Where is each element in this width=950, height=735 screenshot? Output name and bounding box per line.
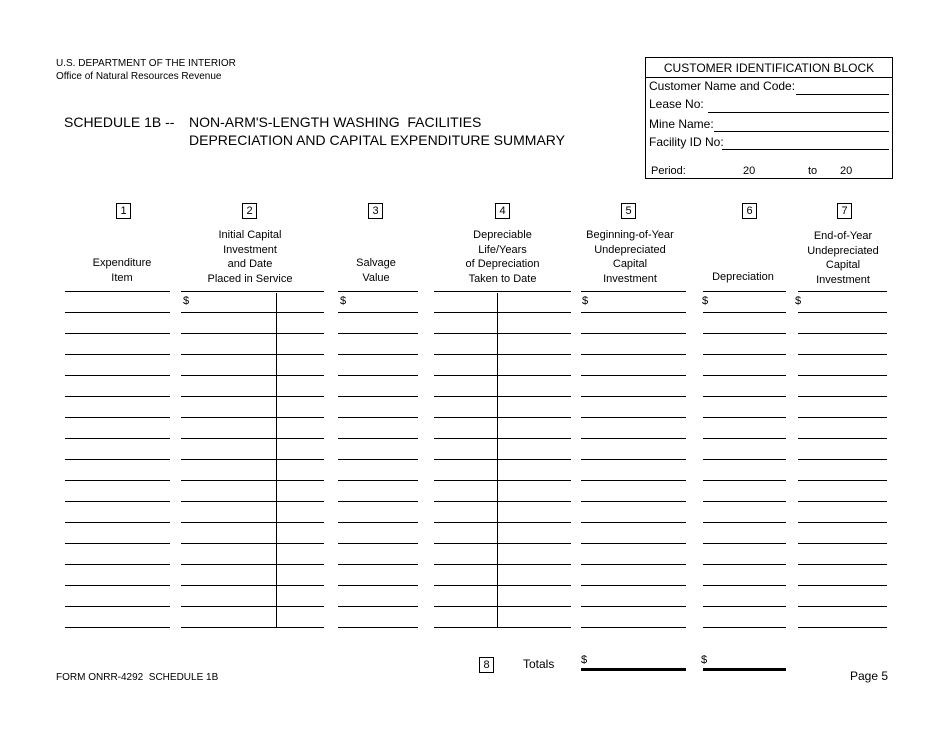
customer-name-field[interactable] xyxy=(796,94,889,95)
entry-line[interactable] xyxy=(798,480,887,481)
entry-line[interactable] xyxy=(798,606,887,607)
entry-line[interactable] xyxy=(581,627,686,628)
entry-line[interactable] xyxy=(434,333,571,334)
header-rule xyxy=(181,291,324,292)
col3-currency-symbol: $ xyxy=(340,295,347,307)
totals-col5-field[interactable] xyxy=(581,668,686,671)
column-divider xyxy=(497,293,498,627)
column-4-number: 4 xyxy=(495,203,510,219)
entry-line[interactable] xyxy=(798,543,887,544)
totals-col6-field[interactable] xyxy=(703,668,786,671)
entry-line[interactable] xyxy=(65,417,170,418)
entry-line[interactable] xyxy=(65,354,170,355)
entry-line[interactable] xyxy=(703,585,786,586)
entry-line[interactable] xyxy=(181,522,324,523)
entry-line[interactable] xyxy=(65,627,170,628)
entry-line[interactable] xyxy=(65,459,170,460)
column-3-number: 3 xyxy=(368,203,383,219)
entry-line[interactable] xyxy=(338,459,418,460)
column-5-header: Beginning-of-Year Undepreciated Capital Investment xyxy=(586,229,674,285)
entry-line[interactable] xyxy=(338,396,418,397)
entry-line[interactable] xyxy=(181,585,324,586)
header-rule xyxy=(581,291,686,292)
lease-label: Lease No: xyxy=(649,97,704,111)
entry-line[interactable] xyxy=(434,480,571,481)
entry-line[interactable] xyxy=(581,396,686,397)
entry-line[interactable] xyxy=(703,354,786,355)
entry-line[interactable] xyxy=(434,522,571,523)
entry-line[interactable] xyxy=(581,312,686,313)
entry-line[interactable] xyxy=(65,564,170,565)
entry-line[interactable] xyxy=(181,501,324,502)
entry-line[interactable] xyxy=(434,585,571,586)
entry-line[interactable] xyxy=(703,438,786,439)
entry-line[interactable] xyxy=(338,501,418,502)
entry-line[interactable] xyxy=(581,354,686,355)
entry-line[interactable] xyxy=(581,522,686,523)
entry-line[interactable] xyxy=(338,606,418,607)
entry-line[interactable] xyxy=(338,312,418,313)
header-rule xyxy=(703,291,786,292)
entry-line[interactable] xyxy=(703,396,786,397)
entry-line[interactable] xyxy=(798,522,887,523)
entry-line[interactable] xyxy=(338,354,418,355)
entry-line[interactable] xyxy=(581,459,686,460)
entry-line[interactable] xyxy=(703,627,786,628)
entry-line[interactable] xyxy=(338,585,418,586)
period-from-year[interactable]: 20 xyxy=(743,165,756,177)
form-id: FORM ONRR-4292 SCHEDULE 1B xyxy=(56,672,219,683)
entry-line[interactable] xyxy=(181,375,324,376)
entry-line[interactable] xyxy=(798,312,887,313)
entry-line[interactable] xyxy=(65,585,170,586)
entry-line[interactable] xyxy=(338,375,418,376)
entry-line[interactable] xyxy=(338,480,418,481)
entry-line[interactable] xyxy=(434,438,571,439)
entry-line[interactable] xyxy=(181,417,324,418)
period-to-year[interactable]: 20 xyxy=(840,165,853,177)
entry-line[interactable] xyxy=(434,312,571,313)
entry-line[interactable] xyxy=(434,396,571,397)
entry-line[interactable] xyxy=(338,627,418,628)
entry-line[interactable] xyxy=(798,501,887,502)
entry-line[interactable] xyxy=(703,417,786,418)
customer-identification-block xyxy=(645,57,893,179)
entry-line[interactable] xyxy=(65,312,170,313)
customer-name-label: Customer Name and Code: xyxy=(649,79,796,93)
entry-line[interactable] xyxy=(798,354,887,355)
entry-line[interactable] xyxy=(338,417,418,418)
customer-block-divider xyxy=(646,77,892,78)
entry-line[interactable] xyxy=(798,459,887,460)
column-1-header: Expenditure Item xyxy=(92,257,152,284)
schedule-label: SCHEDULE 1B -- xyxy=(64,114,175,130)
entry-line[interactable] xyxy=(581,333,686,334)
column-5-number: 5 xyxy=(621,203,636,219)
header-rule xyxy=(434,291,571,292)
entry-line[interactable] xyxy=(703,459,786,460)
entry-line[interactable] xyxy=(581,585,686,586)
facility-id-field[interactable] xyxy=(722,149,889,150)
entry-line[interactable] xyxy=(703,375,786,376)
header-rule xyxy=(798,291,887,292)
column-6-number: 6 xyxy=(742,203,757,219)
entry-line[interactable] xyxy=(338,564,418,565)
entry-line[interactable] xyxy=(181,333,324,334)
column-4-header: Depreciable Life/Years of Depreciation Taken to Date xyxy=(465,229,540,285)
entry-line[interactable] xyxy=(181,354,324,355)
entry-line[interactable] xyxy=(434,606,571,607)
entry-line[interactable] xyxy=(338,438,418,439)
department-name: U.S. DEPARTMENT OF THE INTERIOR xyxy=(56,58,236,69)
totals-col5-currency-symbol: $ xyxy=(581,654,588,666)
entry-line[interactable] xyxy=(703,522,786,523)
entry-line[interactable] xyxy=(434,417,571,418)
column-3-header: Salvage Value xyxy=(356,257,396,284)
entry-line[interactable] xyxy=(798,585,887,586)
page-number: Page 5 xyxy=(850,669,889,683)
column-6-header: Depreciation xyxy=(712,271,774,283)
column-7-number: 7 xyxy=(837,203,852,219)
entry-line[interactable] xyxy=(798,396,887,397)
entry-line[interactable] xyxy=(65,606,170,607)
column-divider xyxy=(276,293,277,627)
entry-line[interactable] xyxy=(181,396,324,397)
entry-line[interactable] xyxy=(798,627,887,628)
entry-line[interactable] xyxy=(181,543,324,544)
totals-number: 8 xyxy=(479,657,494,673)
entry-line[interactable] xyxy=(338,522,418,523)
period-to-label: to xyxy=(808,165,818,177)
col7-currency-symbol: $ xyxy=(795,295,802,307)
mine-name-label: Mine Name: xyxy=(649,117,714,131)
header-rule xyxy=(338,291,418,292)
entry-line[interactable] xyxy=(581,375,686,376)
schedule-title-line2: DEPRECIATION AND CAPITAL EXPENDITURE SUMMARY xyxy=(189,132,565,148)
entry-line[interactable] xyxy=(65,543,170,544)
entry-line[interactable] xyxy=(581,480,686,481)
entry-line[interactable] xyxy=(703,312,786,313)
customer-block-title: CUSTOMER IDENTIFICATION BLOCK xyxy=(663,61,875,75)
totals-label: Totals xyxy=(523,657,555,671)
entry-line[interactable] xyxy=(65,501,170,502)
mine-name-field[interactable] xyxy=(714,131,889,132)
entry-line[interactable] xyxy=(181,480,324,481)
entry-line[interactable] xyxy=(703,543,786,544)
column-7-header: End-of-Year Undepreciated Capital Investment xyxy=(807,230,879,286)
col2-currency-symbol: $ xyxy=(183,295,190,307)
entry-line[interactable] xyxy=(65,438,170,439)
entry-line[interactable] xyxy=(798,375,887,376)
entry-line[interactable] xyxy=(581,438,686,439)
entry-line[interactable] xyxy=(181,627,324,628)
entry-line[interactable] xyxy=(798,333,887,334)
entry-line[interactable] xyxy=(338,543,418,544)
entry-line[interactable] xyxy=(434,354,571,355)
entry-line[interactable] xyxy=(581,543,686,544)
entry-line[interactable] xyxy=(581,501,686,502)
facility-id-label: Facility ID No: xyxy=(649,135,724,149)
schedule-title-line1: NON-ARM'S-LENGTH WASHING FACILITIES xyxy=(189,114,482,130)
entry-line[interactable] xyxy=(703,480,786,481)
entry-line[interactable] xyxy=(181,564,324,565)
entry-line[interactable] xyxy=(181,606,324,607)
entry-line[interactable] xyxy=(65,375,170,376)
period-label: Period: xyxy=(651,165,686,177)
header-rule xyxy=(65,291,170,292)
totals-col6-currency-symbol: $ xyxy=(701,654,708,666)
entry-line[interactable] xyxy=(581,606,686,607)
entry-line[interactable] xyxy=(581,564,686,565)
col5-currency-symbol: $ xyxy=(582,295,589,307)
entry-line[interactable] xyxy=(581,417,686,418)
entry-line[interactable] xyxy=(434,543,571,544)
entry-line[interactable] xyxy=(65,396,170,397)
col6-currency-symbol: $ xyxy=(702,295,709,307)
entry-line[interactable] xyxy=(434,459,571,460)
entry-line[interactable] xyxy=(798,564,887,565)
entry-line[interactable] xyxy=(65,333,170,334)
entry-line[interactable] xyxy=(703,564,786,565)
office-name: Office of Natural Resources Revenue xyxy=(56,71,222,82)
entry-line[interactable] xyxy=(181,438,324,439)
entry-line[interactable] xyxy=(798,438,887,439)
column-1-number: 1 xyxy=(116,203,131,219)
entry-line[interactable] xyxy=(434,501,571,502)
entry-line[interactable] xyxy=(181,459,324,460)
column-2-header: Initial Capital Investment and Date Placed in Service xyxy=(207,229,293,285)
entry-line[interactable] xyxy=(434,627,571,628)
entry-line[interactable] xyxy=(65,522,170,523)
entry-line[interactable] xyxy=(703,501,786,502)
entry-line[interactable] xyxy=(181,312,324,313)
lease-field[interactable] xyxy=(708,112,889,113)
entry-line[interactable] xyxy=(65,480,170,481)
entry-line[interactable] xyxy=(703,606,786,607)
entry-line[interactable] xyxy=(798,417,887,418)
entry-line[interactable] xyxy=(338,333,418,334)
entry-line[interactable] xyxy=(434,564,571,565)
entry-line[interactable] xyxy=(703,333,786,334)
column-2-number: 2 xyxy=(242,203,257,219)
entry-line[interactable] xyxy=(434,375,571,376)
